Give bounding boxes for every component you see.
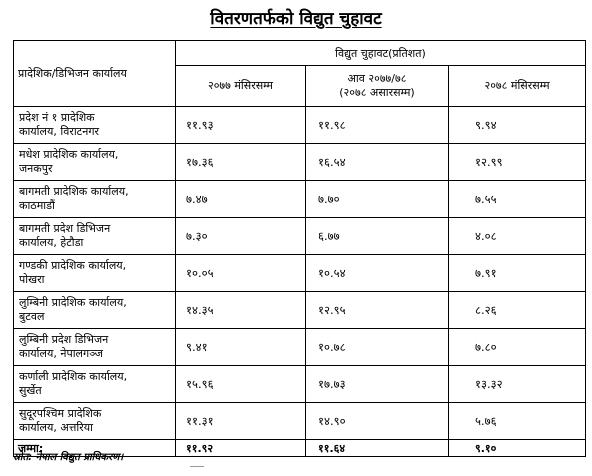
value-fy-2077-78: ११.९८ <box>306 107 449 144</box>
col-header-fy-line1: आव २०७७/७८ <box>347 72 407 85</box>
office-name-cell <box>14 366 176 403</box>
office-name-line2: कार्यालय, विराटनगर <box>19 125 100 138</box>
value-2077-mangsir: १४.३५ <box>176 292 306 329</box>
value-2078-mangsir: ४.०८ <box>449 218 586 255</box>
total-fy-2077-78: ११.६४ <box>306 440 449 457</box>
value-2077-mangsir: ७.४७ <box>176 181 306 218</box>
value-2078-mangsir: ७.९१ <box>449 255 586 292</box>
total-label: जम्मा: <box>14 440 176 457</box>
office-name-line1: लुम्बिनी प्रादेशिक कार्यालय, <box>19 296 127 309</box>
office-name-line2: पोखरा <box>19 273 45 286</box>
value-fy-2077-78: १७.७३ <box>306 366 449 403</box>
value-fy-2077-78: ६.७७ <box>306 218 449 255</box>
value-2078-mangsir: १३.३२ <box>449 366 586 403</box>
col-header-fy-line2: (२०७८ असारसम्म) <box>339 86 415 99</box>
value-2078-mangsir: ५.७६ <box>449 403 586 440</box>
value-fy-2077-78: १४.९० <box>306 403 449 440</box>
col-header-2078-mangsir: २०७८ मंसिरसम्म <box>449 66 586 107</box>
table-row <box>14 403 586 440</box>
total-2077-mangsir: ११.९२ <box>176 440 306 457</box>
electricity-leakage-table <box>13 40 586 457</box>
office-name-line2: सुर्खेत <box>19 384 42 397</box>
table-row <box>14 366 586 403</box>
value-2078-mangsir: ७.८० <box>449 329 586 366</box>
office-name-cell <box>14 292 176 329</box>
office-name-line1: बागमती प्रदेश डिभिजन <box>19 222 111 235</box>
value-fy-2077-78: १०.७८ <box>306 329 449 366</box>
office-name-line1: कर्णाली प्रादेशिक कार्यालय, <box>19 370 128 383</box>
source-note: स्रोत: नेपाल विद्युत प्राधिकरण। <box>13 452 124 463</box>
office-name-line1: प्रदेश नं १ प्रादेशिक <box>19 111 95 124</box>
value-2077-mangsir: १७.३६ <box>176 144 306 181</box>
value-2077-mangsir: ९.४१ <box>176 329 306 366</box>
value-fy-2077-78: १०.५४ <box>306 255 449 292</box>
value-2077-mangsir: ११.३१ <box>176 403 306 440</box>
office-name-line1: लुम्बिनी प्रदेश डिभिजन <box>19 333 109 346</box>
office-column-header: प्रादेशिक/डिभिजन कार्यालय <box>14 41 176 107</box>
office-name-cell <box>14 218 176 255</box>
value-2077-mangsir: १५.९६ <box>176 366 306 403</box>
office-name-line2: बुटवल <box>19 310 45 323</box>
office-name-cell <box>14 144 176 181</box>
table-row <box>14 329 586 366</box>
office-name-cell <box>14 107 176 144</box>
office-name-line2: कार्यालय, हेटौडा <box>19 236 84 249</box>
office-name-line1: बागमती प्रादेशिक कार्यालय, <box>19 185 129 198</box>
office-name-line1: मधेश प्रादेशिक कार्यालय, <box>19 148 119 161</box>
table-row <box>14 292 586 329</box>
value-2078-mangsir: ८.२६ <box>449 292 586 329</box>
value-2078-mangsir: ९.९४ <box>449 107 586 144</box>
col-header-fy-2077-78 <box>306 66 449 107</box>
office-name-cell <box>14 329 176 366</box>
office-name-cell <box>14 255 176 292</box>
office-name-line2: जनकपुर <box>19 162 53 175</box>
value-fy-2077-78: १२.९५ <box>306 292 449 329</box>
value-2078-mangsir: ७.५५ <box>449 181 586 218</box>
table-row <box>14 144 586 181</box>
value-fy-2077-78: ७.७० <box>306 181 449 218</box>
office-name-line2: काठमाडौं <box>19 199 55 212</box>
office-name-cell <box>14 181 176 218</box>
value-2077-mangsir: ११.९३ <box>176 107 306 144</box>
table-row <box>14 107 586 144</box>
table-row <box>14 181 586 218</box>
table-row <box>14 255 586 292</box>
table-row <box>14 218 586 255</box>
scan-mark <box>190 466 204 467</box>
value-2078-mangsir: १२.९९ <box>449 144 586 181</box>
page-title: वितरणतर्फको विद्युत चुहावट <box>210 9 382 29</box>
value-fy-2077-78: १६.५४ <box>306 144 449 181</box>
leakage-group-header: विद्युत चुहावट(प्रतिशत) <box>176 41 586 66</box>
office-name-line1: सुदूरपश्चिम प्रादेशिक <box>19 407 102 420</box>
total-2078-mangsir: ९.१० <box>449 440 586 457</box>
value-2077-mangsir: १०.०५ <box>176 255 306 292</box>
office-name-cell <box>14 403 176 440</box>
office-name-line2: कार्यालय, नेपालगञ्ज <box>19 347 103 360</box>
col-header-2077-mangsir: २०७७ मंसिरसम्म <box>176 66 306 107</box>
value-2077-mangsir: ७.३० <box>176 218 306 255</box>
office-name-line1: गण्डकी प्रादेशिक कार्यालय, <box>19 259 127 272</box>
office-name-line2: कार्यालय, अत्तरिया <box>19 421 93 434</box>
